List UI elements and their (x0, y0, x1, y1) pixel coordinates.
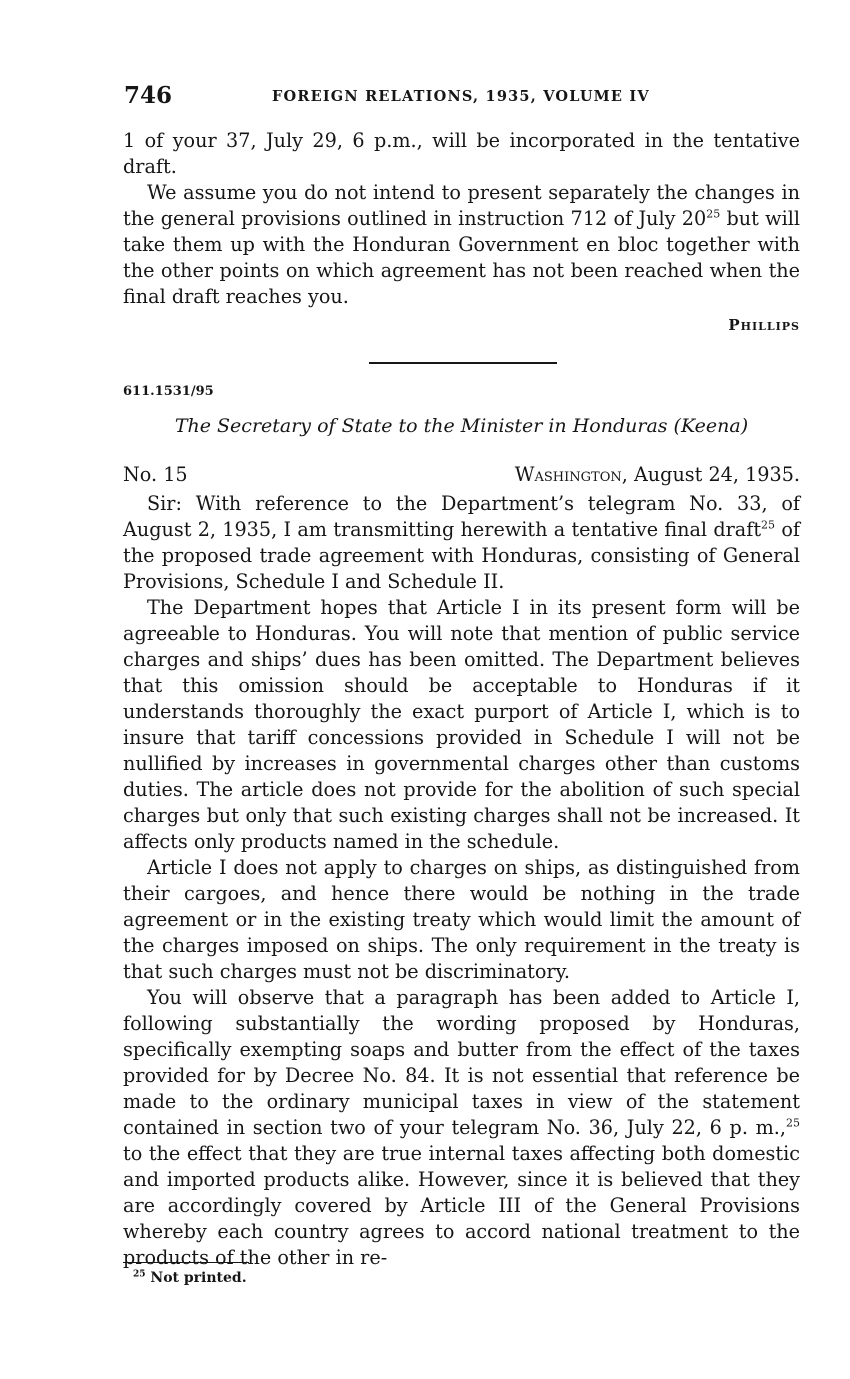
paragraph-text: Sir: With reference to the Department’s telegram No. 33, of August 2, 1935, I am transmitting herewith a tentative final draft (123, 492, 800, 541)
title-text: The Secretary of State to the Minister in Honduras ( (174, 415, 681, 437)
paragraph-text: You will observe that a paragraph has been added to Article I, following substantially the wording proposed by Honduras, specifically exempting soaps and butter from the effect of the taxes provided for by Decree No. 84. It is not essential that reference be made to the ordinary municipal taxes in view of the statement contained in section two of your telegram No. 36, July 22, 6 p. m., (123, 986, 800, 1139)
letter-body (123, 491, 800, 1271)
footnote-reference: 25 (786, 1116, 800, 1130)
page-header (124, 82, 800, 112)
signature: Phillips (728, 316, 800, 334)
paragraph-text: but will take them up with the Honduran Government en bloc together with the other points on which agreement has not been reached when the final draft reaches you. (123, 207, 801, 308)
footnote-reference: 25 (761, 518, 776, 532)
place-date (515, 463, 800, 486)
letter-paragraph: The Department hopes that Article I in its present form will be agreeable to Honduras. You will note that mention of public service charges and ships’ dues has been omitted. The Department believes that this omission should be acceptable to Honduras if it understands thoroughly the exact purport of Article I, which is to insure that tariff concessions provided in Schedule I will not be nullified by increases in governmental charges other than customs duties. The article does not provide for the abolition of such special charges but only that such existing charges shall not be increased. It affects only products named in the schedule. (123, 596, 800, 853)
page-number: 746 (124, 82, 173, 109)
paragraph-text: We assume you do not intend to present separately the changes in the general provisions outlined in instruction 712 of July 20 (123, 181, 800, 230)
closing-paragraph (123, 180, 800, 310)
file-number: 611.1531/95 (123, 384, 214, 399)
letter-paragraph (123, 985, 800, 1271)
letter-paragraph: Article I does not apply to charges on ships, as distinguished from their cargoes, and hence there would be nothing in the trade agreement or in the existing treaty which would limit the amount of the charges imposed on ships. The only requirement in the treaty is that such charges must not be discriminatory. (123, 856, 800, 983)
footnote-divider (123, 1262, 249, 1263)
running-head: FOREIGN RELATIONS, 1935, VOLUME IV (272, 88, 650, 105)
top-section (123, 128, 800, 349)
title-name: Keena (680, 415, 741, 437)
continuation-paragraph: 1 of your 37, July 29, 6 p.m., will be incorporated in the tentative draft. (123, 129, 800, 178)
document-title (123, 415, 800, 437)
dateline (123, 463, 800, 489)
document-number: No. 15 (123, 463, 188, 486)
place: Washington, (514, 463, 628, 486)
footnote-text: Not printed. (150, 1270, 247, 1286)
date: August 24, 1935. (627, 463, 800, 486)
section-divider (369, 362, 557, 364)
paragraph-text: of the proposed trade agreement with Honduras, consisting of General Provisions, Schedule I and Schedule II. (123, 518, 800, 593)
title-text: ) (740, 415, 749, 437)
paragraph-text: to the effect that they are true internal taxes affecting both domestic and imported products alike. However, since it is believed that they are accordingly covered by Article III of the General Provisions whereby each country agrees to accord national treatment to the products of the other in re- (123, 1142, 800, 1269)
footnote-reference: 25 (706, 207, 721, 221)
footnote (133, 1270, 247, 1286)
letter-paragraph (123, 491, 800, 595)
footnote-marker: 25 (133, 1269, 146, 1280)
